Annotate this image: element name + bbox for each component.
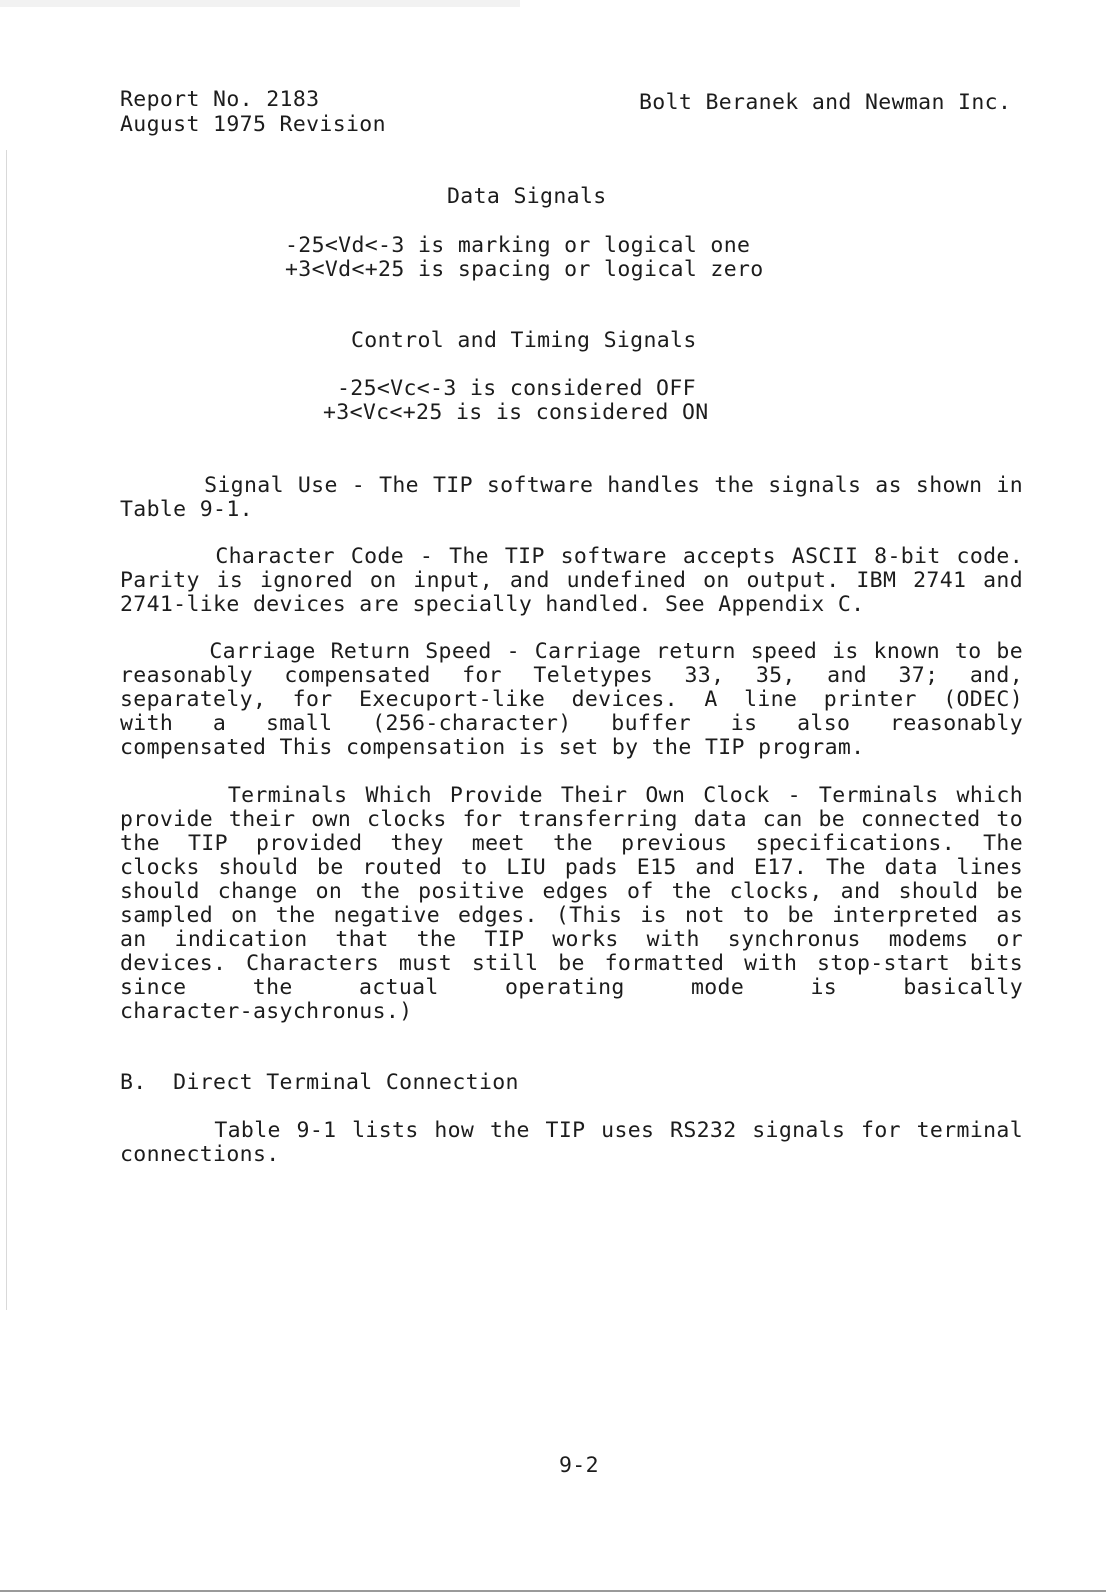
paragraph-line: devices. Characters must still be formatted with stop-start bits <box>120 951 1023 976</box>
page-number: 9-2 <box>559 1453 599 1478</box>
control-signals-line-1: -25<Vc<-3 is considered OFF <box>337 376 696 401</box>
paragraph-own-clock <box>120 784 1023 1024</box>
paragraph-line: provide their own clocks for transferring data can be connected to <box>120 807 1023 832</box>
paragraph-line: clocks should be routed to LIU pads E15 and E17. The data lines <box>120 855 1023 880</box>
paragraph-signal-use <box>120 474 1023 522</box>
paragraph-line: connections. <box>120 1142 280 1167</box>
data-signals-line-2: +3<Vd<+25 is spacing or logical zero <box>285 257 764 282</box>
scan-artifact-top <box>0 0 520 7</box>
paragraph-section-b <box>120 1119 1023 1167</box>
paragraph-line: Table 9-1. <box>120 497 253 522</box>
section-b-heading: B. Direct Terminal Connection <box>120 1070 519 1095</box>
data-signals-line-1: -25<Vd<-3 is marking or logical one <box>285 233 751 258</box>
paragraph-line: with a small (256-character) buffer is also reasonably <box>120 711 1023 736</box>
report-number: Report No. 2183 <box>120 87 320 112</box>
data-signals-heading: Data Signals <box>447 184 607 209</box>
paragraph-line: since the actual operating mode is basically <box>120 975 1023 1000</box>
paragraph-line: Parity is ignored on input, and undefined on output. IBM 2741 and <box>120 568 1023 593</box>
control-signals-heading: Control and Timing Signals <box>351 328 697 353</box>
paragraph-character-code <box>120 545 1023 617</box>
paragraph-line: the TIP provided they meet the previous specifications. The <box>120 831 1023 856</box>
paragraph-line: Signal Use - The TIP software handles the signals as shown in <box>120 473 1023 498</box>
scan-artifact-left <box>6 150 7 1310</box>
paragraph-line: Carriage Return Speed - Carriage return speed is known to be <box>120 639 1023 664</box>
paragraph-line: separately, for Execuport-like devices. A line printer (ODEC) <box>120 687 1023 712</box>
paragraph-carriage-return <box>120 640 1023 760</box>
paragraph-line: Terminals Which Provide Their Own Clock - Terminals which <box>120 783 1023 808</box>
paragraph-line: an indication that the TIP works with synchronus modems or <box>120 927 1023 952</box>
report-revision: August 1975 Revision <box>120 112 386 137</box>
paragraph-line: Table 9-1 lists how the TIP uses RS232 signals for terminal <box>120 1118 1023 1143</box>
paragraph-line: Character Code - The TIP software accepts ASCII 8-bit code. <box>120 544 1023 569</box>
paragraph-line: compensated This compensation is set by the TIP program. <box>120 735 865 760</box>
paragraph-line: should change on the positive edges of the clocks, and should be <box>120 879 1023 904</box>
scan-artifact-bottom <box>0 1590 1106 1592</box>
paragraph-line: sampled on the negative edges. (This is not to be interpreted as <box>120 903 1023 928</box>
control-signals-line-2: +3<Vc<+25 is is considered ON <box>323 400 709 425</box>
paragraph-line: character-asychronus.) <box>120 999 413 1024</box>
paragraph-line: reasonably compensated for Teletypes 33, 35, and 37; and, <box>120 663 1023 688</box>
company-name: Bolt Beranek and Newman Inc. <box>639 90 1012 115</box>
paragraph-line: 2741-like devices are specially handled. See Appendix C. <box>120 592 865 617</box>
